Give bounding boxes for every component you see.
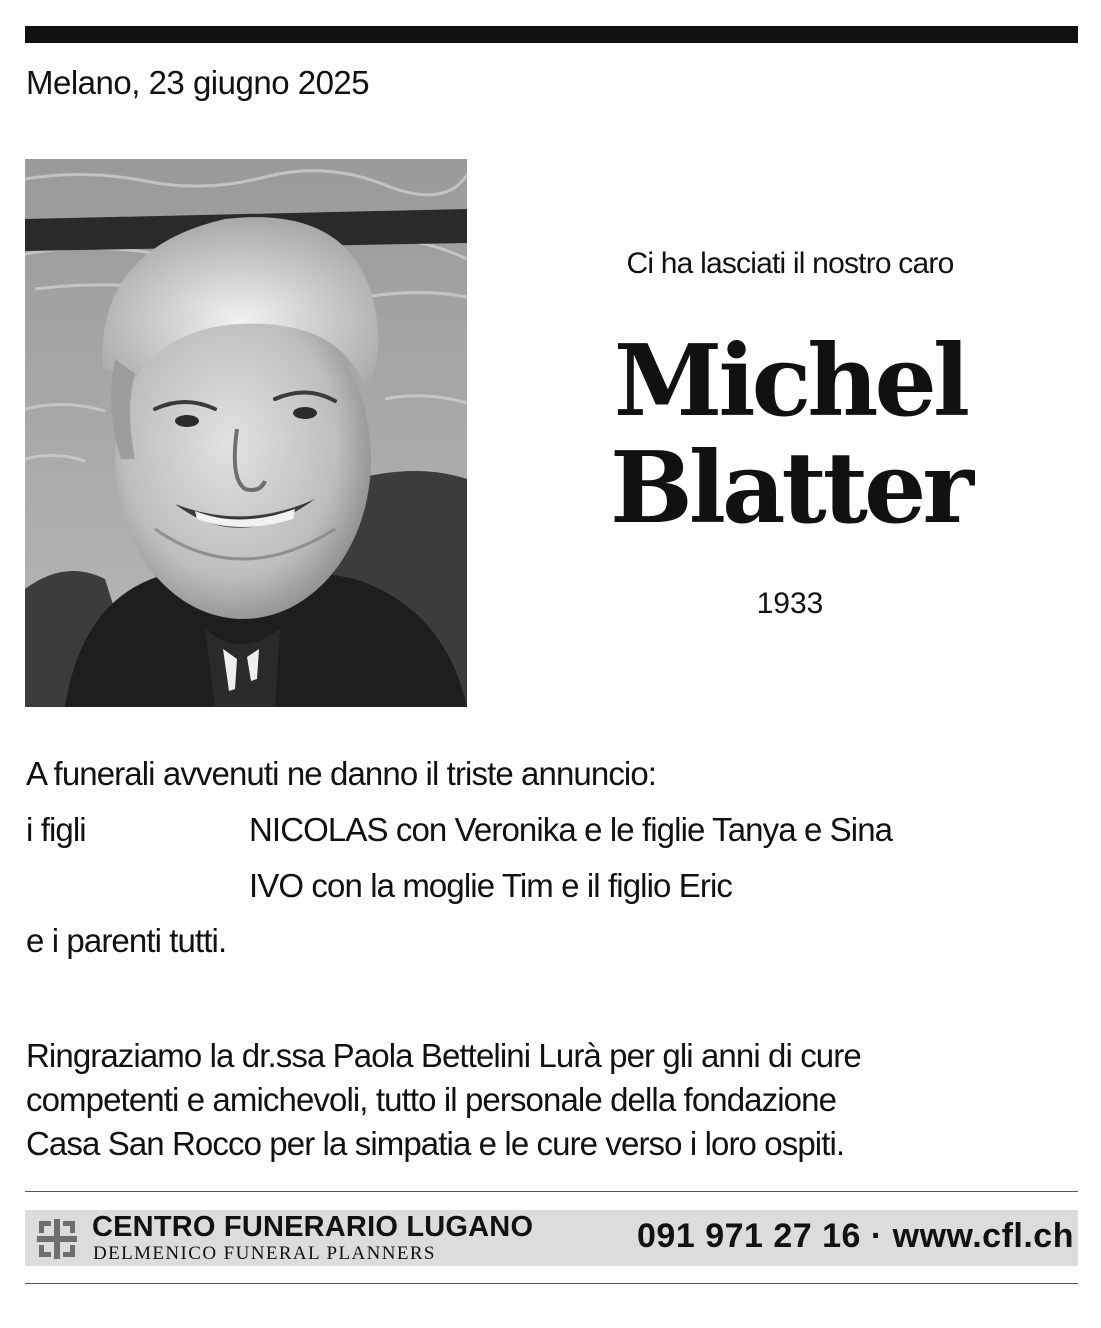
thanks-line: Casa San Rocco per la simpatia e le cure verso i loro ospiti.: [26, 1125, 845, 1162]
footer-contact: 091 971 27 16 · www.cfl.ch: [637, 1217, 1074, 1255]
footer-rule-top: [25, 1191, 1078, 1192]
thanks-line: competenti e amichevoli, tutto il personale della fondazione: [26, 1081, 837, 1118]
funeral-home-tagline: DELMENICO FUNERAL PLANNERS: [93, 1243, 436, 1264]
deceased-first-name: Michel: [613, 324, 967, 439]
cross-arrows-icon: [35, 1217, 79, 1261]
deceased-last-name: Blatter: [609, 431, 971, 546]
top-rule: [25, 26, 1078, 43]
place-date: Melano, 23 giugno 2025: [26, 64, 370, 101]
thanks-line: Ringraziamo la dr.ssa Paola Bettelini Lurà per gli anni di cure: [26, 1037, 861, 1074]
relatives-text: e i parenti tutti.: [26, 922, 227, 959]
footer-rule-bottom: [25, 1283, 1078, 1284]
portrait-photo: [25, 159, 467, 707]
child-entry: IVO con la moglie Tim e il figlio Eric: [249, 867, 732, 904]
intro-text: Ci ha lasciati il nostro caro: [626, 247, 954, 280]
thanks-paragraph: [26, 1034, 1076, 1166]
child-entry: NICOLAS con Veronika e le figlie Tanya e Sina: [249, 811, 893, 848]
birth-year: 1933: [756, 587, 824, 620]
funeral-home-name: CENTRO FUNERARIO LUGANO: [92, 1211, 534, 1243]
children-label: i figli: [26, 811, 86, 848]
announcement-text: A funerali avvenuti ne danno il triste annuncio:: [26, 755, 657, 792]
